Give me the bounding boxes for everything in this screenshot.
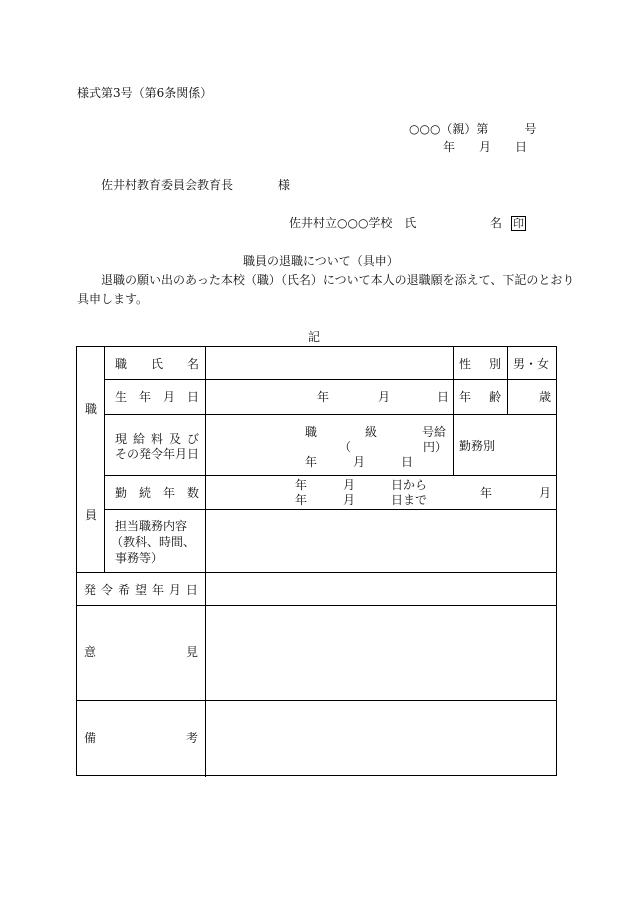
salary-yen-close: 円）	[423, 440, 448, 454]
remarks-label-left: 備	[84, 731, 97, 745]
document-number: ○○○（親）第 号	[409, 122, 537, 136]
service-to-day: 日まで	[391, 493, 428, 507]
age-label: 年 齢	[459, 390, 501, 404]
effective-date-field[interactable]	[207, 574, 554, 603]
staff-group-label-top: 職	[84, 402, 97, 416]
staff-group-label-bottom: 員	[84, 508, 97, 522]
birth-date-label: 生 年 月 日	[115, 390, 199, 404]
duty-label-line-2: （教科、時間、	[111, 535, 196, 549]
duty-field[interactable]	[207, 511, 554, 570]
salary-yen-open: （	[339, 440, 352, 454]
salary-step-unit: 号給	[422, 425, 447, 439]
sender-school: 佐井村立○○○学校 氏	[289, 216, 417, 230]
remarks-field[interactable]	[207, 702, 554, 775]
salary-year-unit: 年	[305, 455, 318, 469]
ki-heading: 記	[308, 330, 321, 344]
service-to-year: 年	[295, 493, 308, 507]
salary-grade-unit: 級	[365, 425, 378, 439]
addressee-honorific: 様	[278, 178, 291, 192]
document-subject: 職員の退職について（具申）	[243, 254, 399, 268]
age-unit: 歳	[539, 390, 552, 404]
addressee: 佐井村教育委員会教育長	[101, 178, 234, 192]
seal-stamp	[511, 216, 526, 231]
salary-month-unit: 月	[353, 455, 366, 469]
work-place-label: 勤務別	[459, 439, 496, 453]
salary-day-unit: 日	[401, 455, 414, 469]
form-table	[76, 346, 557, 776]
service-total-year: 年	[480, 486, 493, 500]
duty-label-line-1: 担当職務内容	[115, 519, 188, 533]
salary-label-line-2: その発令年月日	[115, 447, 200, 461]
document-date: 年 月 日	[443, 140, 528, 154]
service-from-day: 日から	[391, 478, 428, 492]
gender-value: 男・女	[513, 357, 550, 371]
birth-day-unit: 日	[437, 390, 450, 404]
salary-label-line-1: 現 給 料 及 び	[115, 432, 199, 446]
service-to-month: 月	[343, 493, 356, 507]
birth-month-unit: 月	[378, 390, 391, 404]
body-line-2: 具申します。	[77, 292, 149, 306]
sender-name-label: 名	[490, 216, 503, 230]
seal-box: 印	[513, 217, 524, 230]
service-from-year: 年	[295, 478, 308, 492]
form-number: 様式第3号（第6条関係）	[77, 86, 213, 100]
name-label: 職 氏 名	[115, 357, 199, 371]
birth-year-unit: 年	[317, 390, 330, 404]
opinion-field[interactable]	[207, 607, 554, 698]
remarks-label-right: 考	[186, 731, 199, 745]
duty-label-line-3: 事務等）	[115, 551, 164, 565]
opinion-label-left: 意	[84, 645, 97, 659]
opinion-label-right: 見	[186, 645, 199, 659]
name-field[interactable]	[207, 349, 451, 377]
gender-label: 性 別	[459, 357, 501, 371]
salary-job-unit: 職	[305, 425, 318, 439]
service-from-month: 月	[343, 478, 356, 492]
service-total-month: 月	[539, 486, 552, 500]
service-years-label: 勤 続 年 数	[115, 486, 199, 500]
body-line-1: 退職の願い出のあった本校（職）（氏名）について本人の退職願を添えて、下記のとおり	[101, 273, 575, 287]
effective-date-label: 発 令 希 望 年 月 日	[84, 583, 198, 597]
